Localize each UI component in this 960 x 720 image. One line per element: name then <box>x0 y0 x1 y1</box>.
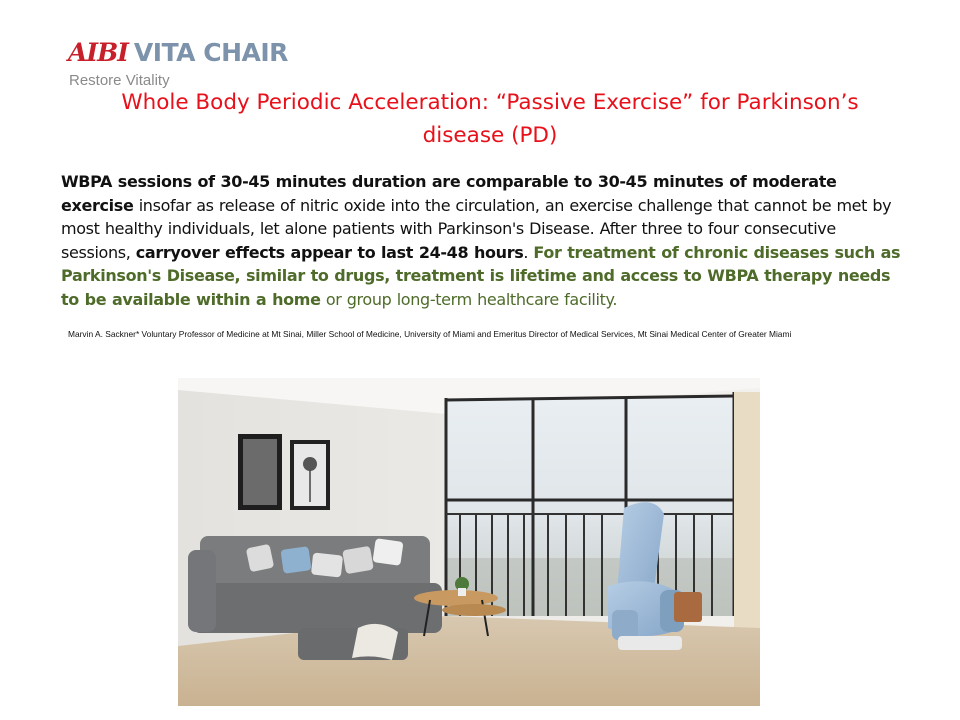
body-text-2: . <box>523 242 534 262</box>
body-text-1: insofar as release of nitric oxide into the circulation, an exercise challenge that cannot be met by most healthy individuals, let alone patients with Parkinson's Disease. After three to four consecutive sessions, <box>61 195 892 262</box>
logo-tagline: Restore Vitality <box>69 72 170 89</box>
logo-brand-red: AIBI <box>68 38 128 67</box>
body-paragraph <box>61 170 907 311</box>
logo-brand-blue: VITA CHAIR <box>133 38 288 67</box>
title-line-1: Whole Body Periodic Acceleration: “Passive Exercise” for Parkinson’s <box>121 90 859 115</box>
curtain <box>734 392 760 642</box>
body-green-text: or group long-term healthcare facility. <box>320 289 618 309</box>
side-pocket <box>674 592 702 622</box>
title-line-2: disease (PD) <box>422 123 558 148</box>
slide-title <box>60 86 920 152</box>
throw-blanket <box>352 624 398 660</box>
logo-wordmark <box>68 38 288 68</box>
citation: Marvin A. Sackner* Voluntary Professor of Medicine at Mt Sinai, Miller School of Medicine, University of Miami and Emeritus Director of Medical Services, Mt Sinai Medical Center of Greater Miami <box>68 329 792 339</box>
body-green-bold: For treatment of chronic diseases such as Parkinson's Disease, similar to drugs, treatment is lifetime and access to WBPA therapy needs to be available within a home <box>61 242 901 309</box>
living-room-photo <box>178 378 760 706</box>
living-room-illustration <box>178 378 760 706</box>
body-bold-carryover: carryover effects appear to last 24-48 hours <box>135 242 524 262</box>
body-bold-claim: WBPA sessions of 30-45 minutes duration are comparable to 30-45 minutes of moderate exercise <box>61 172 837 215</box>
